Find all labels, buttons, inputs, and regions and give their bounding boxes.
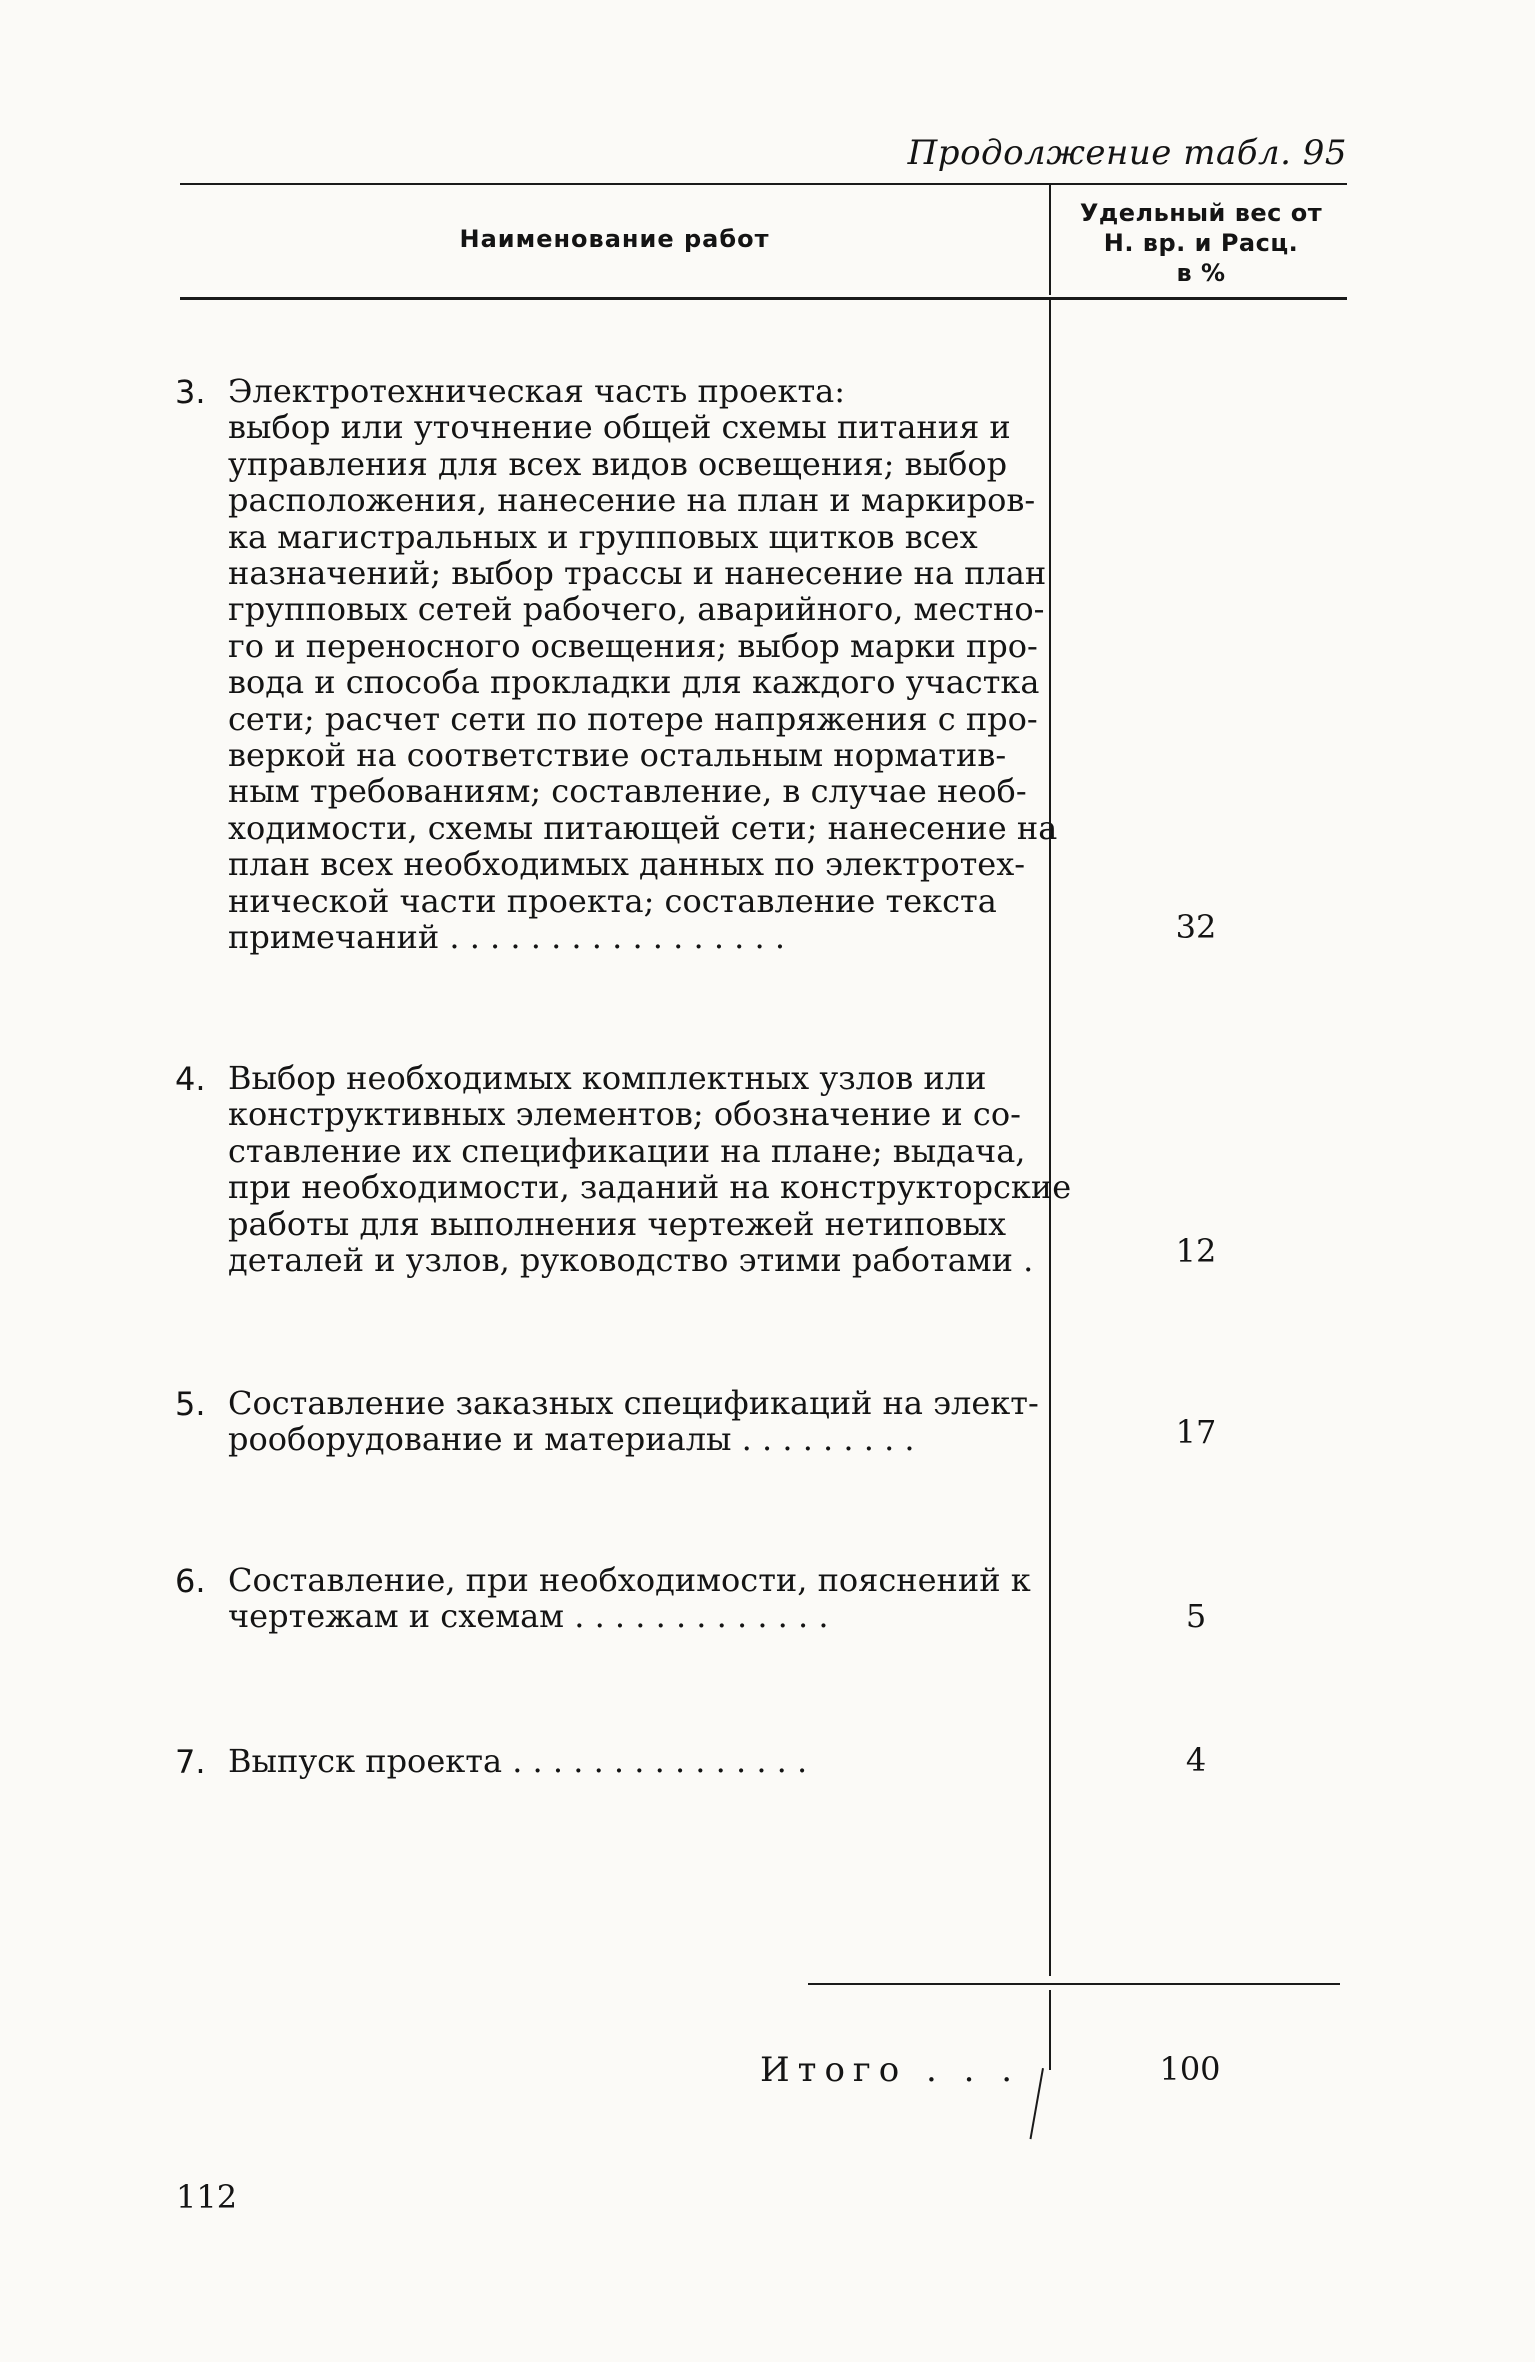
header-percent-line: Удельный вес от [1079,199,1323,227]
row-text-line: назначений; выбор трассы и нанесение на план [228,554,1047,593]
row-text-line: деталей и узлов, руководство этими работами . [228,1241,1034,1280]
row-number: 7. [175,1743,206,1781]
row-text-line: расположения, нанесение на план и маркиров- [228,481,1036,520]
page-number: 112 [176,2178,238,2216]
row-number: 5. [175,1385,206,1423]
row-value: 5 [1185,1597,1207,1635]
total-label: Итого . . . [760,2050,1021,2090]
row-text-line: чертежам и схемам . . . . . . . . . . . . . [228,1597,829,1636]
row-text-line: работы для выполнения чертежей нетиповых [228,1204,1007,1243]
row-text-line: ставление их спецификации на плане; выдача, [228,1131,1026,1170]
header-name-column: Наименование работ [459,225,770,253]
header-bottom-rule [180,297,1347,300]
total-column-divider [1049,1990,1051,2070]
row-text-line: конструктивных элементов; обозначение и со- [228,1095,1021,1134]
row-value: 4 [1185,1741,1207,1779]
row-number: 3. [175,373,206,411]
row-text-line: сети; расчет сети по потере напряжения с про- [228,699,1038,738]
header-percent-line: в % [1176,259,1226,287]
row-text-line: Электротехническая часть проекта: [228,372,846,410]
row-value: 32 [1175,908,1217,946]
row-text-line: Выбор необходимых комплектных узлов или [228,1059,987,1097]
row-number: 4. [175,1060,206,1098]
row-text-line: вода и способа прокладки для каждого участка [228,663,1040,702]
header-percent-line: Н. вр. и Расц. [1103,229,1299,257]
row-value: 12 [1175,1232,1217,1270]
row-text-line: го и переносного освещения; выбор марки про- [228,626,1038,665]
row-text-line: ным требованиям; составление, в случае необ- [228,772,1027,811]
table-top-rule [180,183,1347,185]
total-divider-tail [1029,2068,1043,2139]
row-text-line: план всех необходимых данных по электротех- [228,845,1026,884]
row-text-line: при необходимости, заданий на конструкторские [228,1168,1072,1207]
row-text [228,373,1203,956]
row-text-line: управления для всех видов освещения; выбор [228,444,1008,483]
row-text-line: ходимости, схемы питающей сети; нанесение на [228,808,1058,847]
row-text-line: выбор или уточнение общей схемы питания и [228,408,1011,447]
row-text-line: ка магистральных и групповых щитков всех [228,517,978,556]
row-text-line: примечаний . . . . . . . . . . . . . . . . . [228,918,786,957]
row-value: 17 [1175,1413,1217,1451]
total-value: 100 [1159,2050,1221,2088]
row-text-line: Составление заказных спецификаций на элект- [228,1384,1039,1422]
header-percent-column [1056,198,1346,288]
row-text-line: веркой на соответствие остальным норматив- [228,736,1007,775]
row-text-line: нической части проекта; составление текста [228,881,997,920]
continuation-title: Продолжение табл. 95 [907,133,1347,173]
header-column-divider [1049,185,1051,295]
row-text-line: Выпуск проекта . . . . . . . . . . . . . . . [228,1742,808,1780]
row-number: 6. [175,1562,206,1600]
total-rule [808,1983,1340,1985]
row-text-line: рооборудование и материалы . . . . . . . . . [228,1420,915,1459]
row-text-line: Составление, при необходимости, пояснений к [228,1561,1031,1599]
row-text-line: групповых сетей рабочего, аварийного, местно- [228,590,1045,629]
